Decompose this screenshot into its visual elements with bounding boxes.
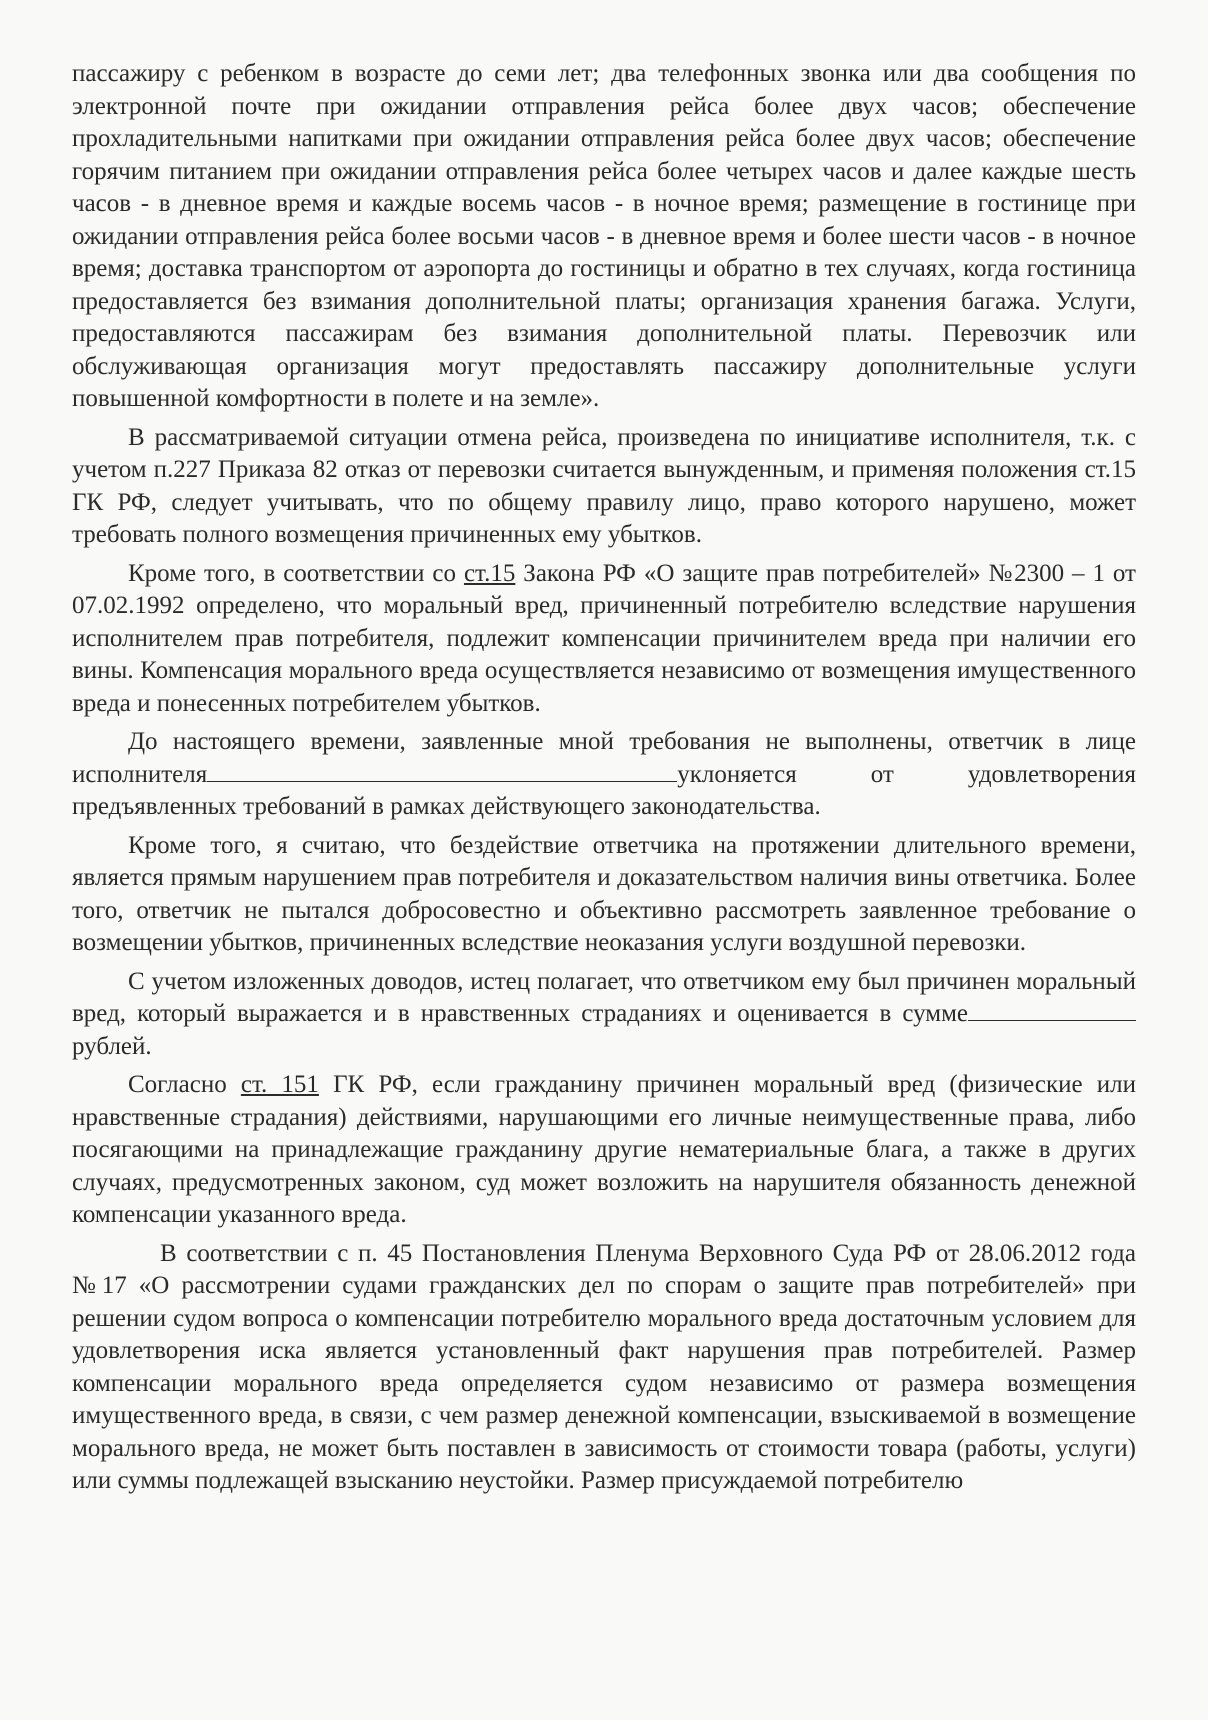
law-article-15-link: ст.15	[463, 559, 516, 587]
amount-blank	[968, 998, 1136, 1021]
paragraph-requirements	[72, 726, 1136, 824]
paragraph-cancellation: В рассматриваемой ситуации отмена рейса, произведена по инициативе исполнителя, т.к. с учетом п.227 Приказа 82 отказ от перевозки считается вынужденным, и применяя положения ст.15 ГК РФ, следует учитывать, что по общему правилу лицо, право которого нарушено, может требовать полного возмещения причиненных ему убытков.	[72, 423, 1136, 548]
paragraph-moral-harm-rest: рублей.	[72, 1032, 152, 1060]
paragraph-moral-harm	[72, 966, 1136, 1064]
paragraph-moral-harm-start: С учетом изложенных доводов, истец полагает, что ответчиком ему был причинен моральный вред, который выражается и в нравственных страданиях и оценивается в сумме	[72, 967, 1136, 1027]
paragraph-services: пассажиру с ребенком в возрасте до семи лет; два телефонных звонка или два сообщения по электронной почте при ожидании отправления рейса более двух часов; обеспечение прохладительными напитками при ожидании отправления рейса более двух часов; обеспечение горячим питанием при ожидании отправления рейса более четырех часов и далее каждые шесть часов - в дневное время и каждые восемь часов - в ночное время; размещение в гостинице при ожидании отправления рейса более восьми часов - в дневное время и более шести часов - в ночное время; доставка транспортом от аэропорта до гостиницы и обратно в тех случаях, когда гостиница предоставляется без взимания дополнительной платы; организация хранения багажа. Услуги, предоставляются пассажирам без взимания дополнительной платы. Перевозчик или обслуживающая организация могут предоставлять пассажиру дополнительные услуги повышенной комфортности в полете и на земле».	[72, 60, 1136, 412]
paragraph-consumer-law-rest: Закона РФ «О защите прав потребителей» №2300 – 1 от 07.02.1992 определено, что моральный вред, причиненный потребителю вследствие нарушения исполнителем прав потребителя, подлежит компенсации причинителем вреда при наличии его вины. Компенсация морального вреда осуществляется независимо от возмещения имущественного вреда и понесенных потребителем убытков.	[72, 559, 1136, 717]
paragraph-civil-code	[72, 1069, 1136, 1232]
paragraph-consumer-law	[72, 558, 1136, 721]
paragraph-requirements-start: До настоящего времени, заявленные мной требования не выполнены, ответчик в лице исполнителя	[72, 728, 1136, 788]
paragraph-consumer-law-start: Кроме того, в соответствии со	[128, 559, 464, 587]
paragraph-civil-code-rest: ГК РФ, если гражданину причинен моральный вред (физические или нравственные страдания) действиями, нарушающими его личные неимущественные права, либо посягающими на принадлежащие гражданину другие нематериальные блага, а также в других случаях, предусмотренных законом, суд может возложить на нарушителя обязанность денежной компенсации указанного вреда.	[72, 1071, 1136, 1228]
law-article-151-link: ст. 151	[240, 1071, 319, 1098]
paragraph-civil-code-start: Согласно	[128, 1071, 241, 1098]
executor-name-blank	[207, 759, 677, 782]
paragraph-plenum: В соответствии с п. 45 Постановления Пленума Верховного Суда РФ от 28.06.2012 года №17 «О рассмотрении судами гражданских дел по спорам о защите прав потребителей» при решении судом вопроса о компенсации потребителю морального вреда достаточным условием для удовлетворения иска является установленный факт нарушения прав потребителей. Размер компенсации морального вреда определяется судом независимо от размера возмещения имущественного вреда, в связи, с чем размер денежной компенсации, взыскиваемой в возмещение морального вреда, не может быть поставлен в зависимость от стоимости товара (работы, услуги) или суммы подлежащей взысканию неустойки. Размер присуждаемой потребителю	[72, 1239, 1136, 1494]
document-body	[72, 58, 1136, 1504]
paragraph-requirements-rest: уклоняется от удовлетворения предъявленных требований в рамках действующего законодательства.	[72, 760, 1136, 820]
paragraph-inaction: Кроме того, я считаю, что бездействие ответчика на протяжении длительного времени, является прямым нарушением прав потребителя и доказательством наличия вины ответчика. Более того, ответчик не пытался добросовестно и объективно рассмотреть заявленное требование о возмещении убытков, причиненных вследствие неоказания услуги воздушной перевозки.	[72, 831, 1136, 956]
